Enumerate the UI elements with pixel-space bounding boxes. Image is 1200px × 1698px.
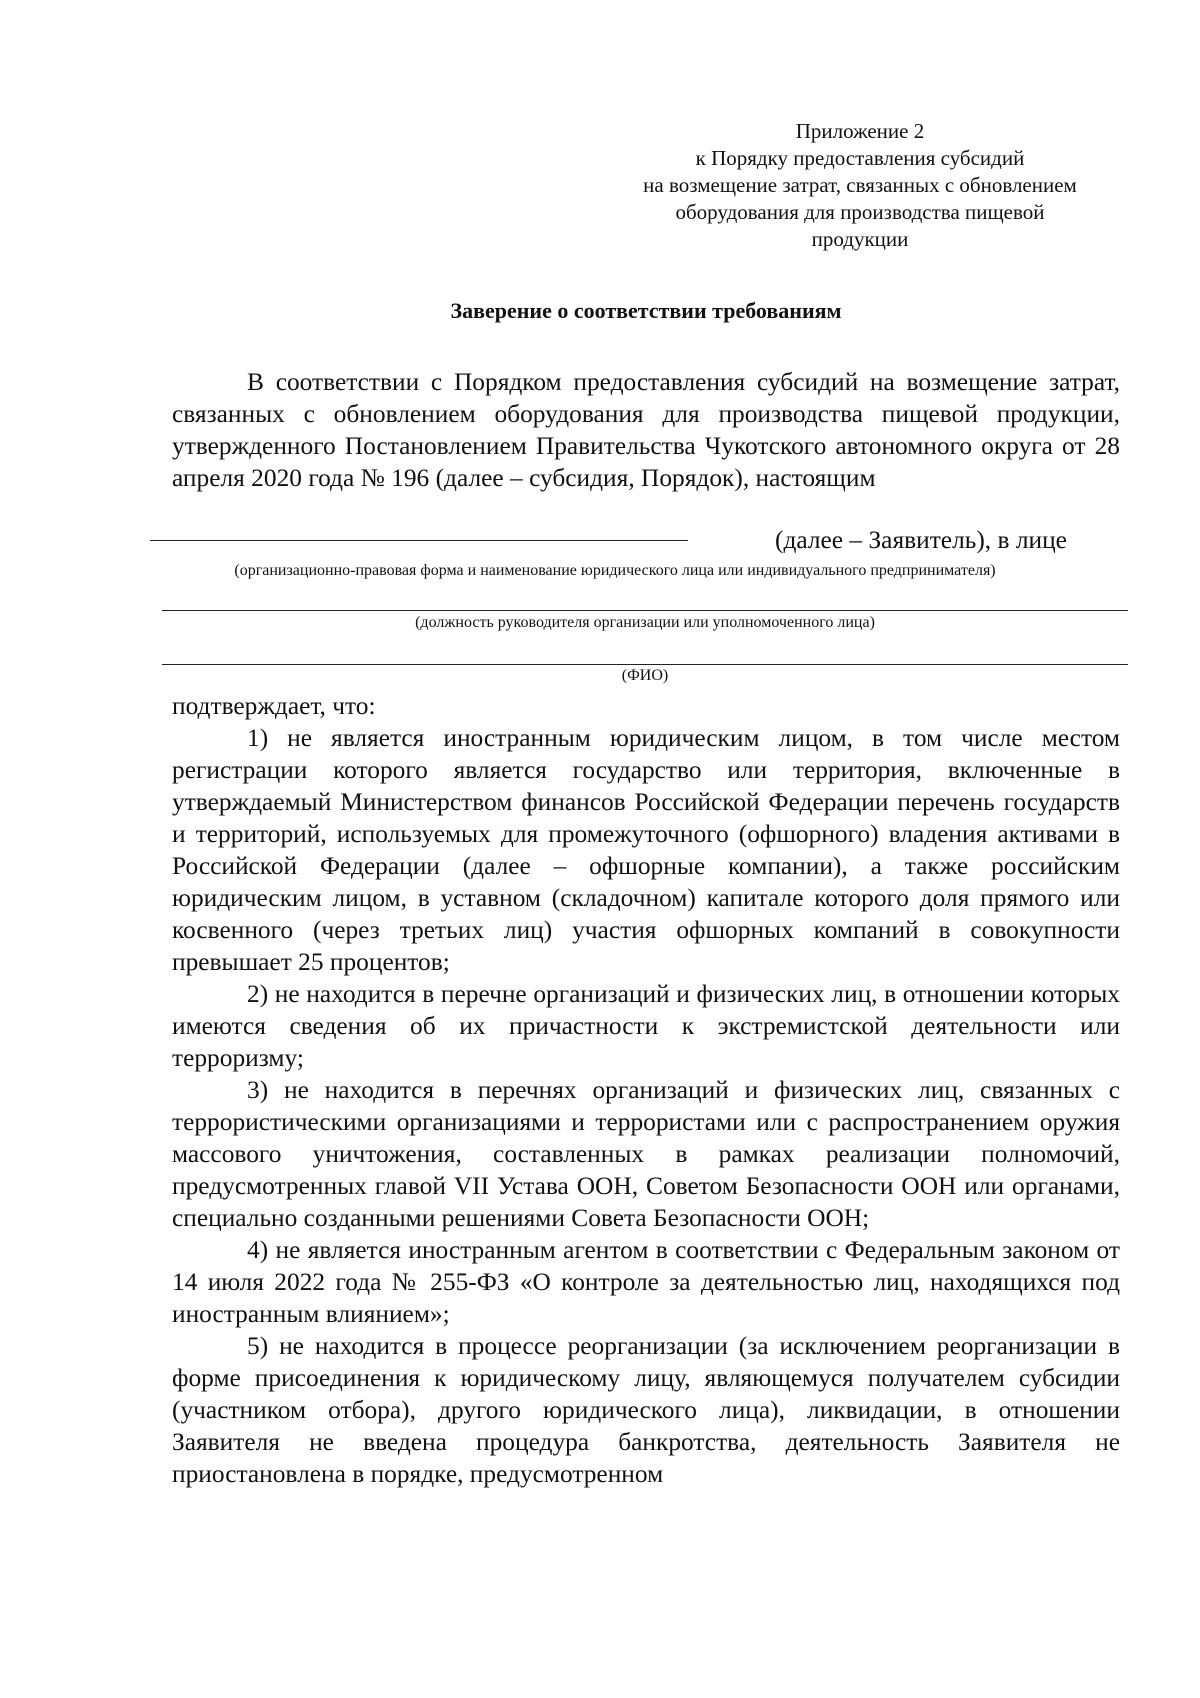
appendix-line: оборудования для производства пищевой [675,200,1045,224]
requirements-list [172,722,1120,1490]
applicant-name-fill-line [150,540,688,541]
document-title: Заверение о соответствии требованиям [450,298,842,323]
position-fill-line [162,610,1128,611]
appendix-header [600,118,1120,253]
intro-paragraph: В соответствии с Порядком предоставления субсидий на возмещение затрат, связанных с обновлением оборудования для производства пищевой продукции, утвержденного Постановлением Правительства Чукотского автономного округа от 28 апреля 2020 года № 196 (далее – субсидия, Порядок), настоящим [172,368,1120,492]
appendix-line: продукции [811,227,909,251]
fio-caption: (ФИО) [621,667,669,684]
applicant-tail-text: (далее – Заявитель), в лице [775,526,1067,554]
org-caption: (организационно-правовая форма и наименование юридического лица или индивидуального предпринимателя) [234,562,996,579]
appendix-line: на возмещение затрат, связанных с обновлением [643,173,1077,197]
fio-fill-line [162,664,1128,665]
requirement-item: 4) не является иностранным агентом в соответствии с Федеральным законом от 14 июля 2022 года № 255-ФЗ «О контроле за деятельностью лиц, находящихся под иностранным влиянием»; [172,1236,1120,1328]
requirement-item: 2) не находится в перечне организаций и физических лиц, в отношении которых имеются сведения об их причастности к экстремистской деятельности или терроризму; [172,980,1120,1072]
position-caption: (должность руководителя организации или уполномоченного лица) [415,614,875,631]
requirement-item: 1) не является иностранным юридическим лицом, в том числе местом регистрации которого является государство или территория, включенные в утверждаемый Министерством финансов Российской Федерации перечень государств и территорий, используемых для промежуточного (офшорного) владения активами в Российской Федерации (далее – офшорные компании), а также российским юридическим лицом, в уставном (складочном) капитале которого доля прямого или косвенного (через третьих лиц) участия офшорных компаний в совокупности превышает 25 процентов; [172,724,1120,976]
appendix-line: к Порядку предоставления субсидий [695,146,1025,170]
requirement-item: 3) не находится в перечнях организаций и физических лиц, связанных с террористическими организациями и террористами или с распространением оружия массового уничтожения, составленных в рамках реализации полномочий, предусмотренных главой VII Устава ООН, Советом Безопасности ООН или органами, специально созданными решениями Совета Безопасности ООН; [172,1076,1120,1232]
requirement-item: 5) не находится в процессе реорганизации (за исключением реорганизации в форме присоединения к юридическому лицу, являющемуся получателем субсидии (участником отбора), другого юридического лица), ликвидации, в отношении Заявителя не введена процедура банкротства, деятельность Заявителя не приостановлена в порядке, предусмотренном [172,1332,1120,1488]
appendix-line: Приложение 2 [795,119,925,143]
confirms-text: подтверждает, что: [172,692,376,720]
